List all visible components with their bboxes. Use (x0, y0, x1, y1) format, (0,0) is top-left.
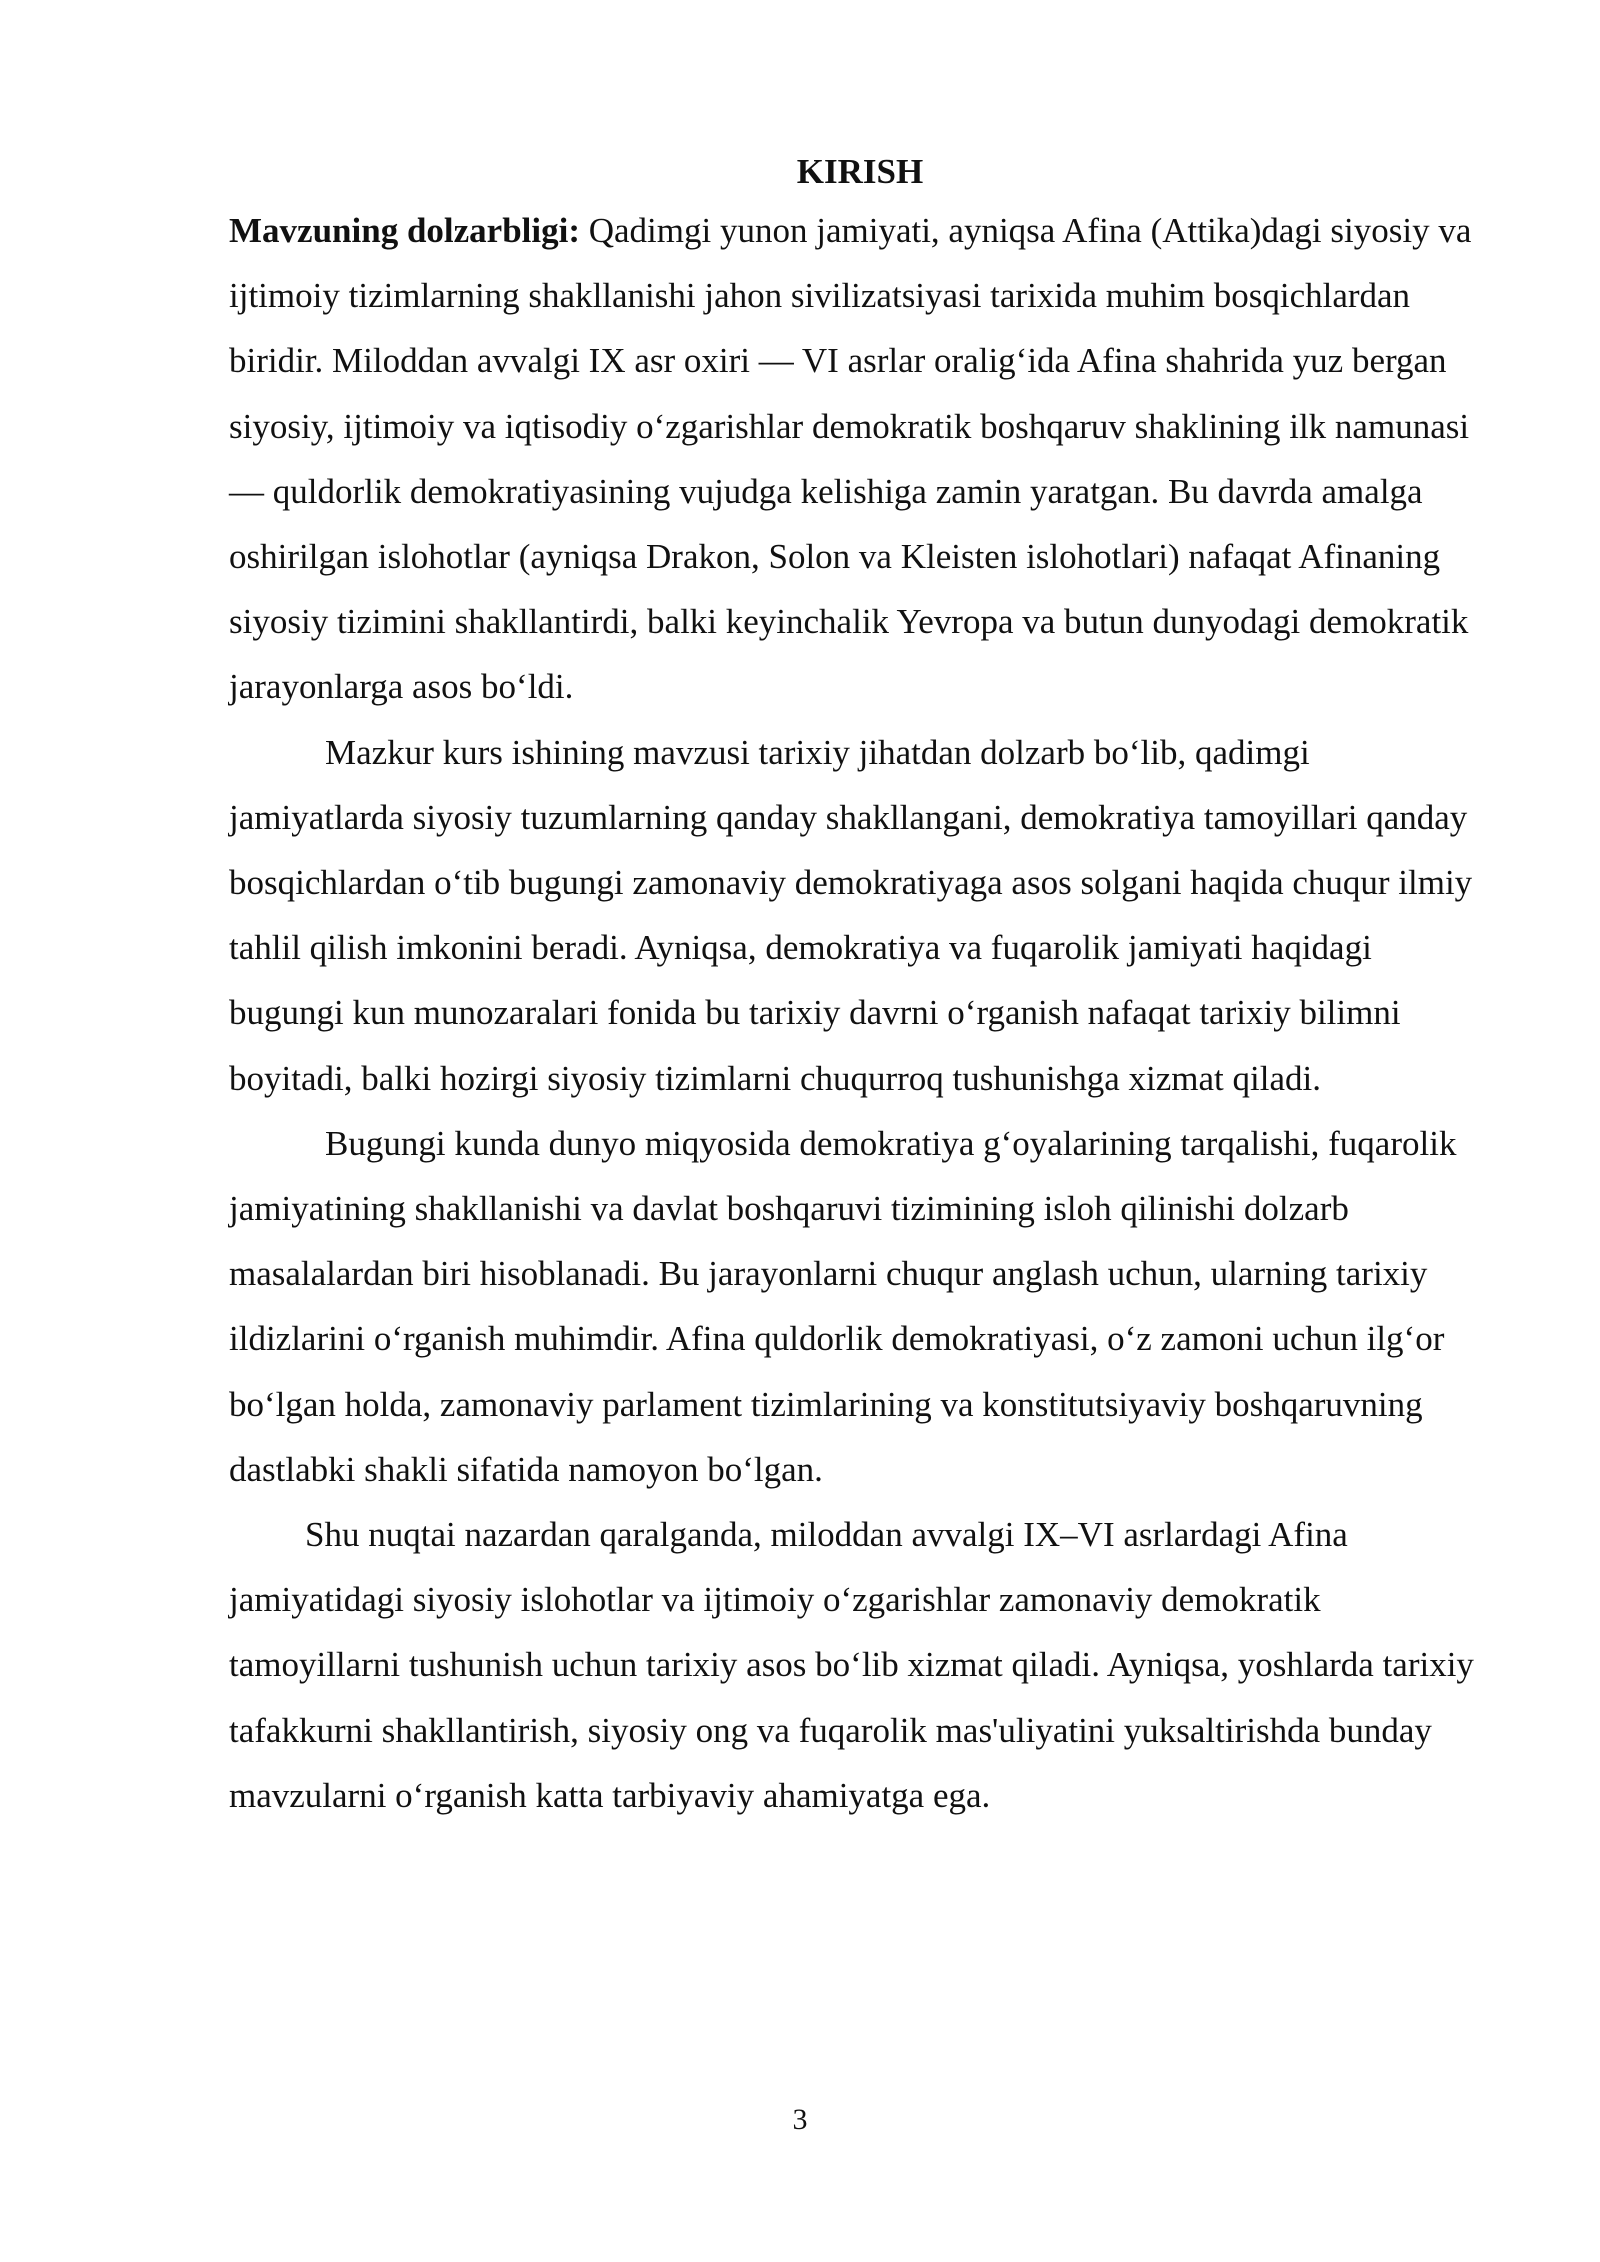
page-number: 3 (792, 2103, 808, 2136)
paragraph-relevance: Mazkur kurs ishining mavzusi tarixiy jihatdan dolzarb bo‘lib, qadimgi jamiyatlarda siyosiy tuzumlarning qanday shakllangani, demokratiya tamoyillari qanday bosqichlardan o‘tib bugungi zamonaviy demokratiyaga asos solgani haqida chuqur ilmiy tahlil qilish imkonini beradi. Ayniqsa, demokratiya va fuqarolik jamiyati haqidagi bugungi kun munozaralari fonida bu tarixiy davrni o‘rganish nafaqat tarixiy bilimni boyitadi, balki hozirgi siyosiy tizimlarni chuqurroq tushunishga xizmat qiladi. (229, 732, 1473, 1098)
paragraph-conclusion: Shu nuqtai nazardan qaralganda, miloddan avvalgi IX–VI asrlardagi Afina jamiyatidagi siyosiy islohotlar va ijtimoiy o‘zgarishlar zamonaviy demokratik tamoyillarni tushunish uchun tarixiy asos bo‘lib xizmat qiladi. Ayniqsa, yoshlarda tarixiy tafakkurni shakllantirish, siyosiy ong va fuqarolik mas'uliyatini yuksaltirishda bunday mavzularni o‘rganish katta tarbiyaviy ahamiyatga ega. (229, 1515, 1474, 1815)
intro-text: Qadimgi yunon jamiyati, ayniqsa Afina (Attika)dagi siyosiy va ijtimoiy tizimlarning shakllanishi jahon sivilizatsiyasi tarixida muhim bosqichlardan biridir. Miloddan avvalgi IX asr oxiri — VI asrlar oralig‘ida Afina shahrida yuz bergan siyosiy, ijtimoiy va iqtisodiy o‘zgarishlar demokratik boshqaruv shaklining ilk namunasi — quldorlik demokratiyasining vujudga kelishiga zamin yaratgan. Bu davrda amalga oshirilgan islohotlar (ayniqsa Drakon, Solon va Kleisten islohotlari) nafaqat Afinaning siyosiy tizimini shakllantirdi, balki keyinchalik Yevropa va butun dunyodagi demokratik jarayonlarga asos bo‘ldi. (229, 211, 1472, 707)
paragraph-democracy: Bugungi kunda dunyo miqyosida demokratiya g‘oyalarining tarqalishi, fuqarolik jamiyatining shakllanishi va davlat boshqaruvi tizimining isloh qilinishi dolzarb masalalardan biri hisoblanadi. Bu jarayonlarni chuqur anglash uchun, ularning tarixiy ildizlarini o‘rganish muhimdir. Afina quldorlik demokratiyasi, o‘z zamoni uchun ilg‘or bo‘lgan holda, zamonaviy parlament tizimlarining va konstitutsiyaviy boshqaruvning dastlabki shakli sifatida namoyon bo‘lgan. (229, 1123, 1457, 1489)
intro-paragraph (229, 198, 1491, 720)
section-heading: KIRISH (796, 152, 924, 191)
intro-lead: Mavzuning dolzarbligi: (229, 211, 580, 250)
page-body (229, 148, 1491, 1828)
